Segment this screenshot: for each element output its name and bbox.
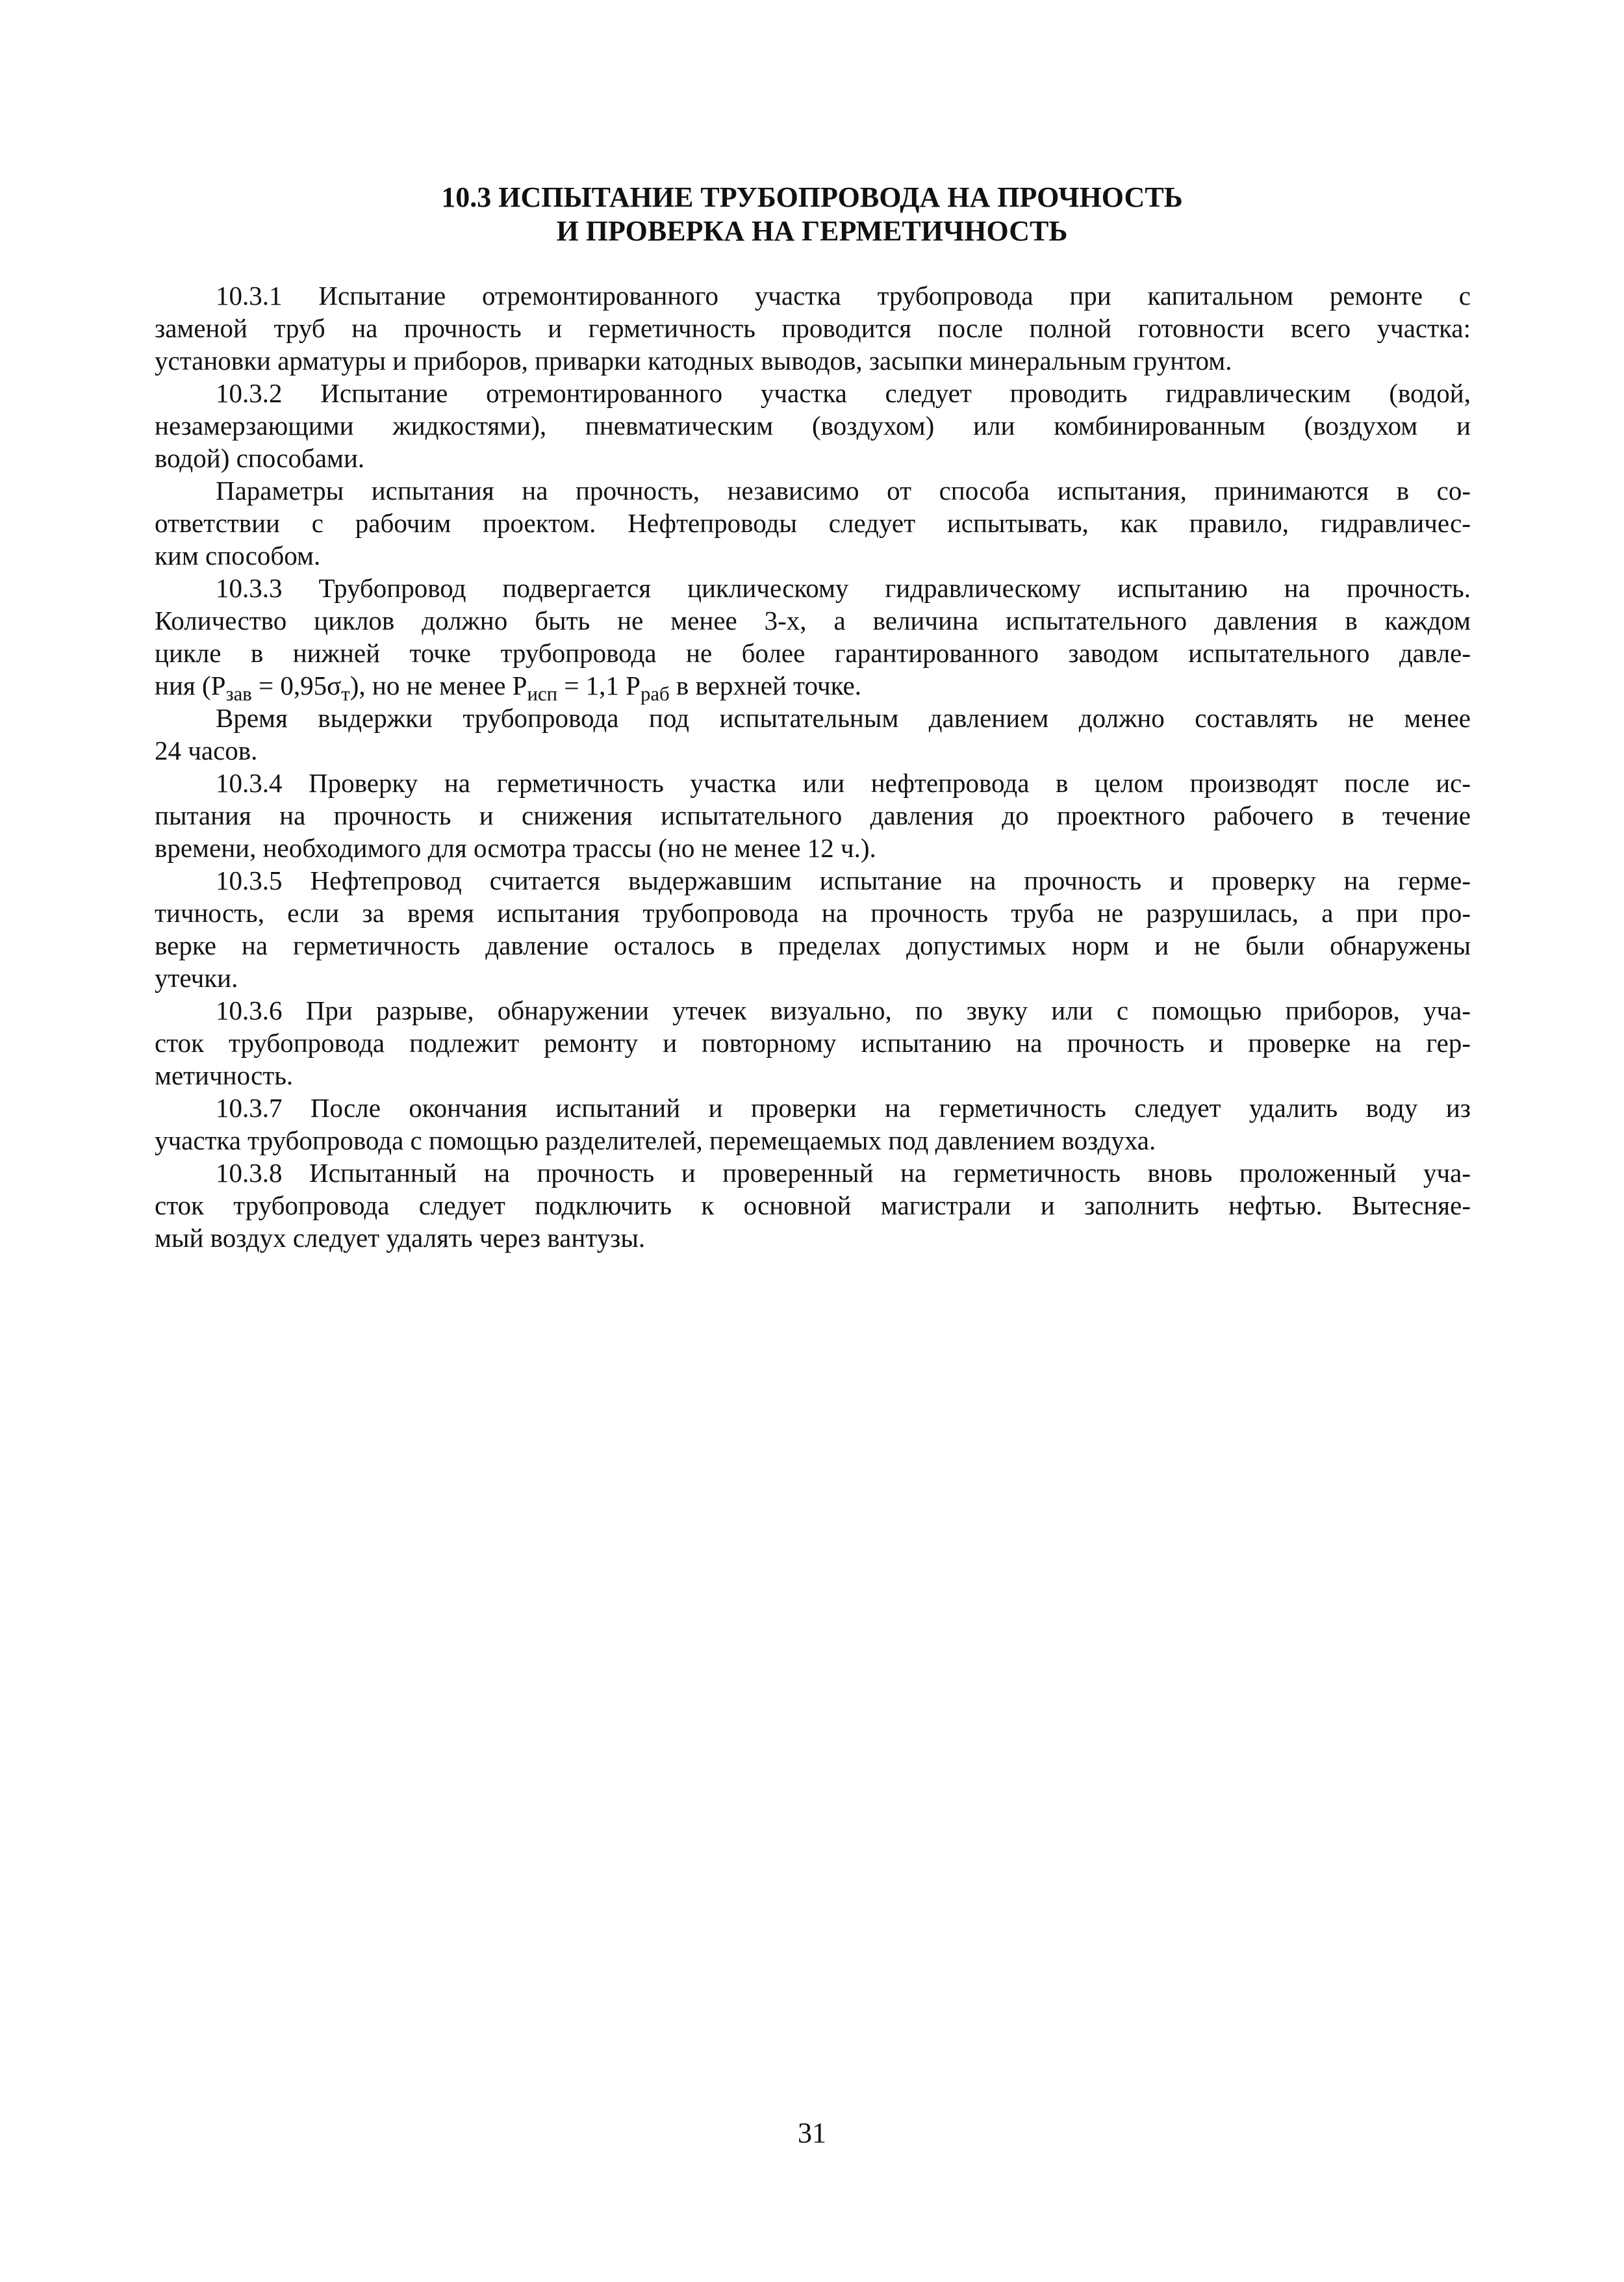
text-line: сток трубопровода подлежит ремонту и повторному испытанию на прочность и проверке на гер- bbox=[155, 1028, 1471, 1058]
paragraph-10-3-3 bbox=[155, 572, 1471, 706]
text-fragment: = 0,95σ bbox=[251, 671, 342, 700]
text-line: сток трубопровода следует подключить к основной магистрали и заполнить нефтью. Вытесняе- bbox=[155, 1190, 1471, 1220]
text-line: верке на герметичность давление осталось в пределах допустимых норм и не были обнаружены bbox=[155, 930, 1471, 960]
text-line: Параметры испытания на прочность, независимо от способа испытания, принимаются в со- bbox=[216, 476, 1471, 506]
paragraph-10-3-1 bbox=[155, 279, 1471, 377]
document-body bbox=[155, 279, 1471, 1254]
text-line: установки арматуры и приборов, приварки катодных выводов, засыпки минеральным грунтом. bbox=[155, 346, 1232, 376]
text-line: ответствии с рабочим проектом. Нефтепроводы следует испытывать, как правило, гидравличес- bbox=[155, 508, 1471, 538]
heading-line-1: 10.3 ИСПЫТАНИЕ ТРУБОПРОВОДА НА ПРОЧНОСТЬ bbox=[441, 181, 1183, 213]
text-line: Количество циклов должно быть не менее 3-х, а величина испытательного давления в каждом bbox=[155, 606, 1471, 635]
text-line: незамерзающими жидкостями), пневматическим (воздухом) или комбинированным (воздухом и bbox=[155, 411, 1471, 441]
subscript: раб bbox=[641, 683, 670, 706]
text-line: заменой труб на прочность и герметичность проводится после полной готовности всего участка: bbox=[155, 313, 1471, 343]
text-line: тичность, если за время испытания трубопровода на прочность труба не разрушилась, а при про- bbox=[155, 898, 1471, 928]
paragraph-10-3-2 bbox=[155, 377, 1471, 474]
text-fragment: = 1,1 P bbox=[557, 671, 641, 700]
subscript: зав bbox=[225, 683, 252, 706]
text-line: пытания на прочность и снижения испытательного давления до проектного рабочего в течение bbox=[155, 801, 1471, 830]
text-line: Время выдержки трубопровода под испытательным давлением должно составлять не менее bbox=[216, 703, 1471, 733]
text-line: утечки. bbox=[155, 963, 238, 993]
text-line: ким способом. bbox=[155, 541, 321, 570]
paragraph-10-3-7 bbox=[155, 1092, 1471, 1157]
heading-line-2: И ПРОВЕРКА НА ГЕРМЕТИЧНОСТЬ bbox=[556, 215, 1068, 247]
formula-line bbox=[155, 669, 1471, 706]
paragraph-10-3-6 bbox=[155, 994, 1471, 1092]
text-line: 10.3.8 Испытанный на прочность и проверенный на герметичность вновь проложенный уча- bbox=[216, 1158, 1471, 1188]
paragraph-test-parameters bbox=[155, 474, 1471, 572]
section-heading bbox=[156, 181, 1468, 248]
text-line: времени, необходимого для осмотра трассы (но не менее 12 ч.). bbox=[155, 833, 876, 863]
subscript: т bbox=[341, 683, 350, 706]
text-line: мый воздух следует удалять через вантузы. bbox=[155, 1223, 646, 1253]
text-fragment: ), но не менее P bbox=[349, 671, 527, 700]
text-line: метичность. bbox=[155, 1060, 294, 1090]
text-line: 10.3.1 Испытание отремонтированного участка трубопровода при капитальном ремонте с bbox=[216, 281, 1471, 311]
text-line: участка трубопровода с помощью разделителей, перемещаемых под давлением воздуха. bbox=[155, 1125, 1156, 1155]
text-line: 10.3.5 Нефтепровод считается выдержавшим испытание на прочность и проверку на герме- bbox=[216, 865, 1471, 895]
subscript: исп bbox=[527, 683, 558, 706]
text-line: 10.3.4 Проверку на герметичность участка или нефтепровода в целом производят после ис- bbox=[216, 768, 1471, 798]
paragraph-10-3-5 bbox=[155, 864, 1471, 994]
text-line: водой) способами. bbox=[155, 443, 365, 473]
text-line: 10.3.2 Испытание отремонтированного участка следует проводить гидравлическим (водой, bbox=[216, 378, 1471, 408]
text-line: 10.3.3 Трубопровод подвергается циклическому гидравлическому испытанию на прочность. bbox=[216, 573, 1471, 603]
paragraph-10-3-4 bbox=[155, 767, 1471, 864]
page-number: 31 bbox=[798, 2117, 826, 2149]
text-line: 10.3.6 При разрыве, обнаружении утечек визуально, по звуку или с помощью приборов, уча- bbox=[216, 995, 1471, 1025]
paragraph-holding-time bbox=[155, 702, 1471, 767]
text-line: цикле в нижней точке трубопровода не более гарантированного заводом испытательного давле- bbox=[155, 638, 1471, 668]
text-fragment: в верхней точке. bbox=[669, 671, 861, 700]
paragraph-10-3-8 bbox=[155, 1157, 1471, 1254]
text-line: 24 часов. bbox=[155, 736, 258, 765]
text-line: 10.3.7 После окончания испытаний и проверки на герметичность следует удалить воду из bbox=[216, 1093, 1471, 1123]
text-fragment: ния (P bbox=[155, 671, 226, 700]
